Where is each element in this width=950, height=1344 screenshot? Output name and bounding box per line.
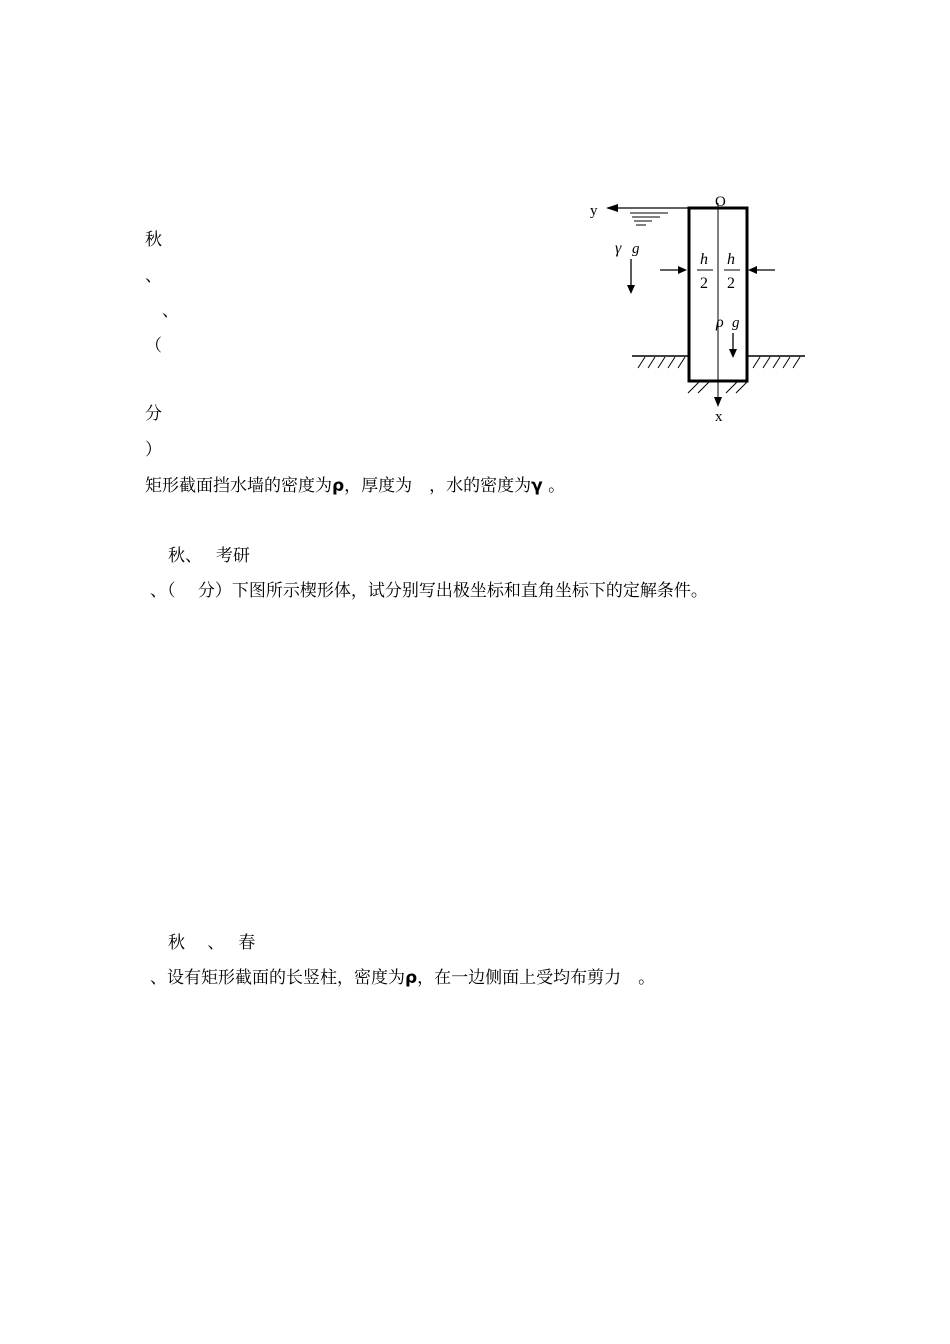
label-g-water: g [632, 241, 640, 257]
label-y: y [590, 203, 598, 219]
water-weight-arrowhead [627, 285, 635, 294]
ground-hatching [638, 357, 800, 393]
gamma-symbol: γ [531, 476, 543, 496]
problem-3-prefix: 、设有矩形截面的长竖柱，密度为 [150, 968, 405, 988]
block2-header [168, 548, 250, 565]
problem-1-suffix: 。 [548, 476, 566, 496]
problem-1-mid2: ，水的密度为 [429, 476, 532, 496]
label-origin: O [715, 194, 726, 210]
paren-open: （ [145, 336, 162, 356]
block3-header [168, 935, 255, 952]
frac-right-numerator: h [727, 251, 735, 268]
problem-1-prefix: 矩形截面挡水墙的密度为 [145, 476, 332, 496]
wall-weight-arrowhead [729, 349, 737, 358]
label-rho: ρ [716, 314, 724, 331]
separator-mark-2: 、 [162, 301, 179, 321]
rho-symbol-3: ρ [405, 968, 418, 988]
points-label: 分 [145, 404, 162, 424]
block3-autumn: 秋 [168, 933, 185, 953]
block3-mark: 、 [207, 933, 216, 953]
term-autumn-1: 秋 [145, 230, 162, 250]
frac-left-numerator: h [700, 251, 708, 268]
y-axis-arrowhead [606, 204, 618, 212]
label-gamma: γ [615, 240, 622, 257]
problem-3-text [150, 970, 655, 987]
frac-right-denominator: 2 [727, 275, 735, 292]
right-pressure-arrowhead [748, 266, 757, 274]
problem-1-text [145, 478, 565, 495]
block3-spring: 春 [238, 933, 256, 953]
rho-symbol: ρ [332, 476, 345, 496]
paren-close: ） [145, 440, 162, 460]
x-axis-arrowhead [714, 397, 722, 407]
problem-3-suffix: ，在一边侧面上受均布剪力 。 [417, 968, 656, 988]
problem-2-text: 、（ 分）下图所示楔形体，试分别写出极坐标和直角坐标下的定解条件。 [150, 581, 708, 601]
separator-mark-1: 、 [145, 266, 162, 286]
problem-1-mid1: ，厚度为 [344, 476, 413, 496]
block2-autumn: 秋、 [168, 546, 194, 566]
block2-exam: 考研 [215, 546, 250, 566]
label-x: x [715, 409, 723, 425]
frac-left-denominator: 2 [700, 275, 708, 292]
retaining-wall-figure [590, 193, 820, 425]
label-g-wall: g [732, 315, 740, 331]
left-pressure-arrowhead [678, 266, 687, 274]
